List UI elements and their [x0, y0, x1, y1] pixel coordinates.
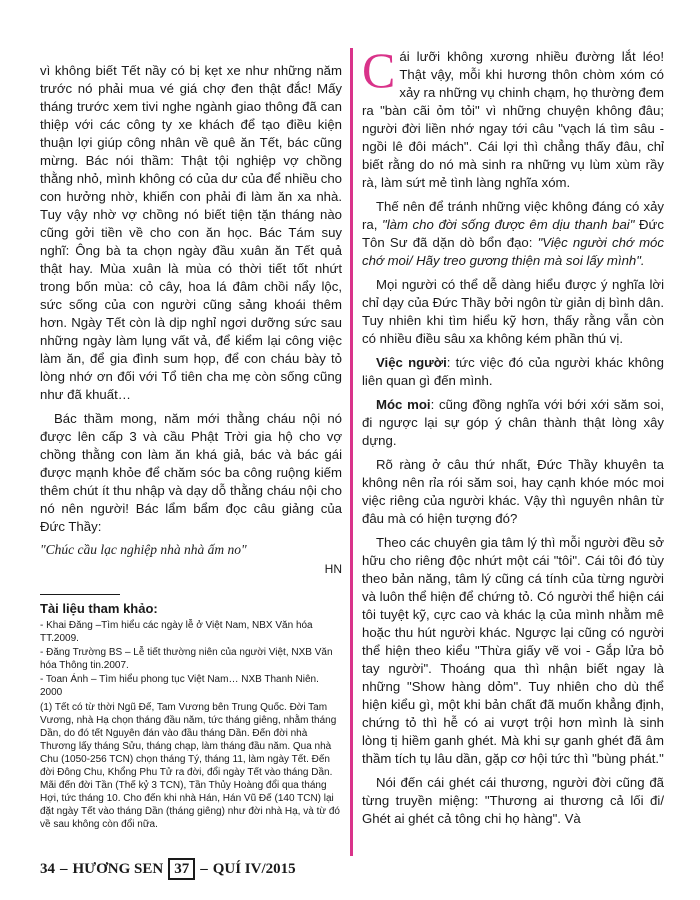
references-title: Tài liệu tham khảo: — [40, 601, 158, 616]
paragraph-text: Thế nên để tránh những việc không đáng có xảy ra, — [362, 199, 664, 232]
left-column — [40, 62, 342, 832]
definition-text: : cũng đồng nghĩa với bới xới săm soi, đi ngược lại sự góp ý chân thành thật lòng xây dựng. — [362, 397, 664, 448]
paragraph-text: Đức Tôn Sư đã dặn dò bổn đạo: — [362, 217, 664, 250]
right-paragraph-6: Rõ ràng ở câu thứ nhất, Đức Thầy khuyên ta không nên rỉa rói săm soi, hay cạnh khóe móc moi việc riêng của người khác. Vậy thì nguyên nhân từ đâu mà có hiện tượng đó? — [362, 457, 664, 526]
right-paragraph-7: Theo các chuyên gia tâm lý thì mỗi người đều sở hữu cho riêng độc nhứt một cái "tôi". Cái tôi đó tùy theo bản năng, tâm lý cũng cá tính của từng người và luôn thể hiện để chứng tỏ. Có người thể hiện cái tôi tuyệt kỹ, cực cao và khác lạ của mình nhằm mê hoặc thu hút người khác. Ngược lại cũng có người thể hiện theo kiểu "Thừa giấy vẽ voi - Gắp lửa bỏ tay người". Thoáng qua thì nhận biết ngay là những "Show hàng dỏm". Tuy nhiên cho dù thể hiện kiểu gì, một khi bản chất đã muốn khẳng định, chứng tỏ thì hễ có ai vượt trội hơn mình là sinh lòng tị hiềm ganh ghét. Mà khi sự ganh ghét đã âm thầm tích tụ lâu dần, gặp cơ hội tức thì "bùng phát." — [362, 535, 664, 766]
footnote-list — [40, 701, 342, 831]
references-list — [40, 619, 342, 699]
magazine-name: HƯƠNG SEN — [72, 860, 164, 877]
definition-viec-nguoi — [362, 354, 664, 390]
definition-moc-moi — [362, 396, 664, 450]
reference-item: - Toan Ánh – Tìm hiểu phong tục Việt Nam… NXB Thanh Niên. 2000 — [40, 674, 319, 698]
left-paragraph-2: Bác thầm mong, năm mới thằng cháu nội nó được lên cấp 3 và cầu Phật Trời gia hộ cho vợ chồng thằng con làm ăn khá giả, bác và bác gái được mạnh khỏe để chăm sóc ba công ruộng kiếm thêm chút ít thu nhập và dạy dỗ thằng cháu nội cho nó nên người! Bác lẩm bẩm đọc câu giảng của Đức Thầy: — [40, 411, 342, 534]
definition-text: : tức việc đó của người khác không liên quan gì đến mình. — [362, 355, 664, 388]
footer-separator: – — [200, 860, 208, 877]
right-paragraph-8: Nói đến cái ghét cái thương, người đời cũng đã từng truyền miệng: "Thương ai thương cả lối đi/ Ghét ai ghét cả tông chi họ hàng". Và — [362, 775, 664, 826]
footer-separator: – — [60, 860, 68, 877]
right-paragraph-3: Mọi người có thể dễ dàng hiểu được ý nghĩa lời chỉ dạy của Đức Thầy bởi ngôn từ giản dị bình dân. Tuy nhiên khi tìm hiểu kỹ hơn, thấy rằng vẫn còn có nhiều điều sâu xa không kém phần thú vị. — [362, 277, 664, 346]
italic-verse: "Việc người chớ móc chớ moi/ Hãy treo gương thiện mà soi lấy mình". — [362, 235, 664, 268]
term-viec-nguoi: Việc người — [376, 355, 447, 370]
right-column — [362, 42, 664, 834]
verse-quote: "Chúc cầu lạc nghiệp nhà nhà ấm no" — [40, 542, 247, 557]
reference-item: - Đăng Trường BS – Lễ tiết thường niên của người Việt, NXB Văn hóa Thông tin.2007. — [40, 647, 333, 671]
right-paragraph-1 — [362, 42, 664, 192]
issue-period: QUÍ IV/2015 — [212, 860, 296, 877]
footnote-1: (1) Tết có từ thời Ngũ Đế, Tam Vương bên Trung Quốc. Đời Tam Vương, nhà Hạ chọn tháng đầu năm, tức tháng giêng, nhằm tháng Dần, do đó tết Nguyên đán vào đầu tháng Dần. Đến đời nhà Thương lấy tháng Sửu, tháng chạp, làm tháng đầu năm. Qua nhà Chu (1050-256 TCN) chọn tháng Tý, tháng 11, làm ngày Tết. Đến đời Đông Chu, Khổng Phu Tử ra đời, đổi ngày Tết vào tháng Dần. Mãi đến đời Tần (Thế kỷ 3 TCN), Tần Thủy Hoàng đổi qua tháng Hợi, tức tháng 10. Cho đến khi nhà Hán, Hán Vũ Đế (140 TCN) lại đặt ngày Tết vào tháng Dần (tháng giêng) như đời nhà Hạ, và từ đó về sau không còn đổi nữa. — [40, 702, 340, 830]
right-paragraph-2 — [362, 198, 664, 270]
author-signature: HN — [324, 562, 342, 576]
reference-item: - Khai Đăng –Tìm hiểu các ngày lễ ở Việt Nam, NBX Văn hóa TT.2009. — [40, 620, 313, 644]
references-rule — [40, 594, 120, 595]
page-footer — [40, 858, 296, 880]
right-paragraph-1-text: ái lưỡi không xương nhiều đường lắt léo! Thật vậy, mỗi khi hương thôn chòm xóm có xảy ra những vụ chinh chạm, họ thường đem ra "bàn cãi ỏm tỏi" vì những chuyện không đâu; người đời liền nhớ ngay tới câu "vạch lá tìm sâu - ngồi lê đôi mách". Cái lợi thì chẳng thấy đâu, chỉ biết rằng do nó mà sinh ra những vụ lùm xùm rầy rà, làm sứt mẻ tình làng nghĩa xóm. — [362, 49, 664, 190]
column-divider — [350, 48, 353, 856]
term-moc-moi: Móc moi — [376, 397, 431, 412]
issue-number-box: 37 — [168, 858, 195, 880]
page-number: 34 — [40, 860, 55, 877]
italic-quote: "làm cho đời sống được êm dịu thanh bai" — [382, 217, 635, 232]
drop-cap-letter: C — [362, 42, 396, 98]
left-paragraph-1: vì không biết Tết nầy có bị kẹt xe như những năm trước nó phải mua vé giá chợ đen thật đắc! Mấy tháng trước xem tivi nghe ngành giao thông đã can thiệp với các công ty xe khách để tạo điều kiện thuận lợi giúp công nhân về quê ăn Tết, bác cũng mừng. Bác nói thầm: Thật tội nghiệp vợ chồng thằng nhỏ, mình không có của dư của để nhiều cho con hưởng nhờ, khiến con phải đi làm ăn xa nhà. Tuy vậy nhờ vợ chồng nó biết tiện tặn tháng nào cũng gởi tiền về cho con ăn học. Bác Tám suy nghĩ: Ông bà ta chọn ngày đầu xuân ăn Tết quả thật hay. Mùa xuân là mùa có thời tiết tốt nhứt trong bốn mùa: cỏ cây, hoa lá đâm chồi nẩy lộc, sức sống của con người cũng sảng khoái thêm hơn. Ngày Tết còn là dịp nghỉ ngơi dưỡng sức sau những ngày làm lụng vất vả, để kiểm lại công việc làm ăn, để gia đình sum họp, để con cháu bày tỏ lòng nhớ ơn đối với Tổ tiên cha mẹ còn sống cũng như đã khuất… — [40, 63, 342, 402]
